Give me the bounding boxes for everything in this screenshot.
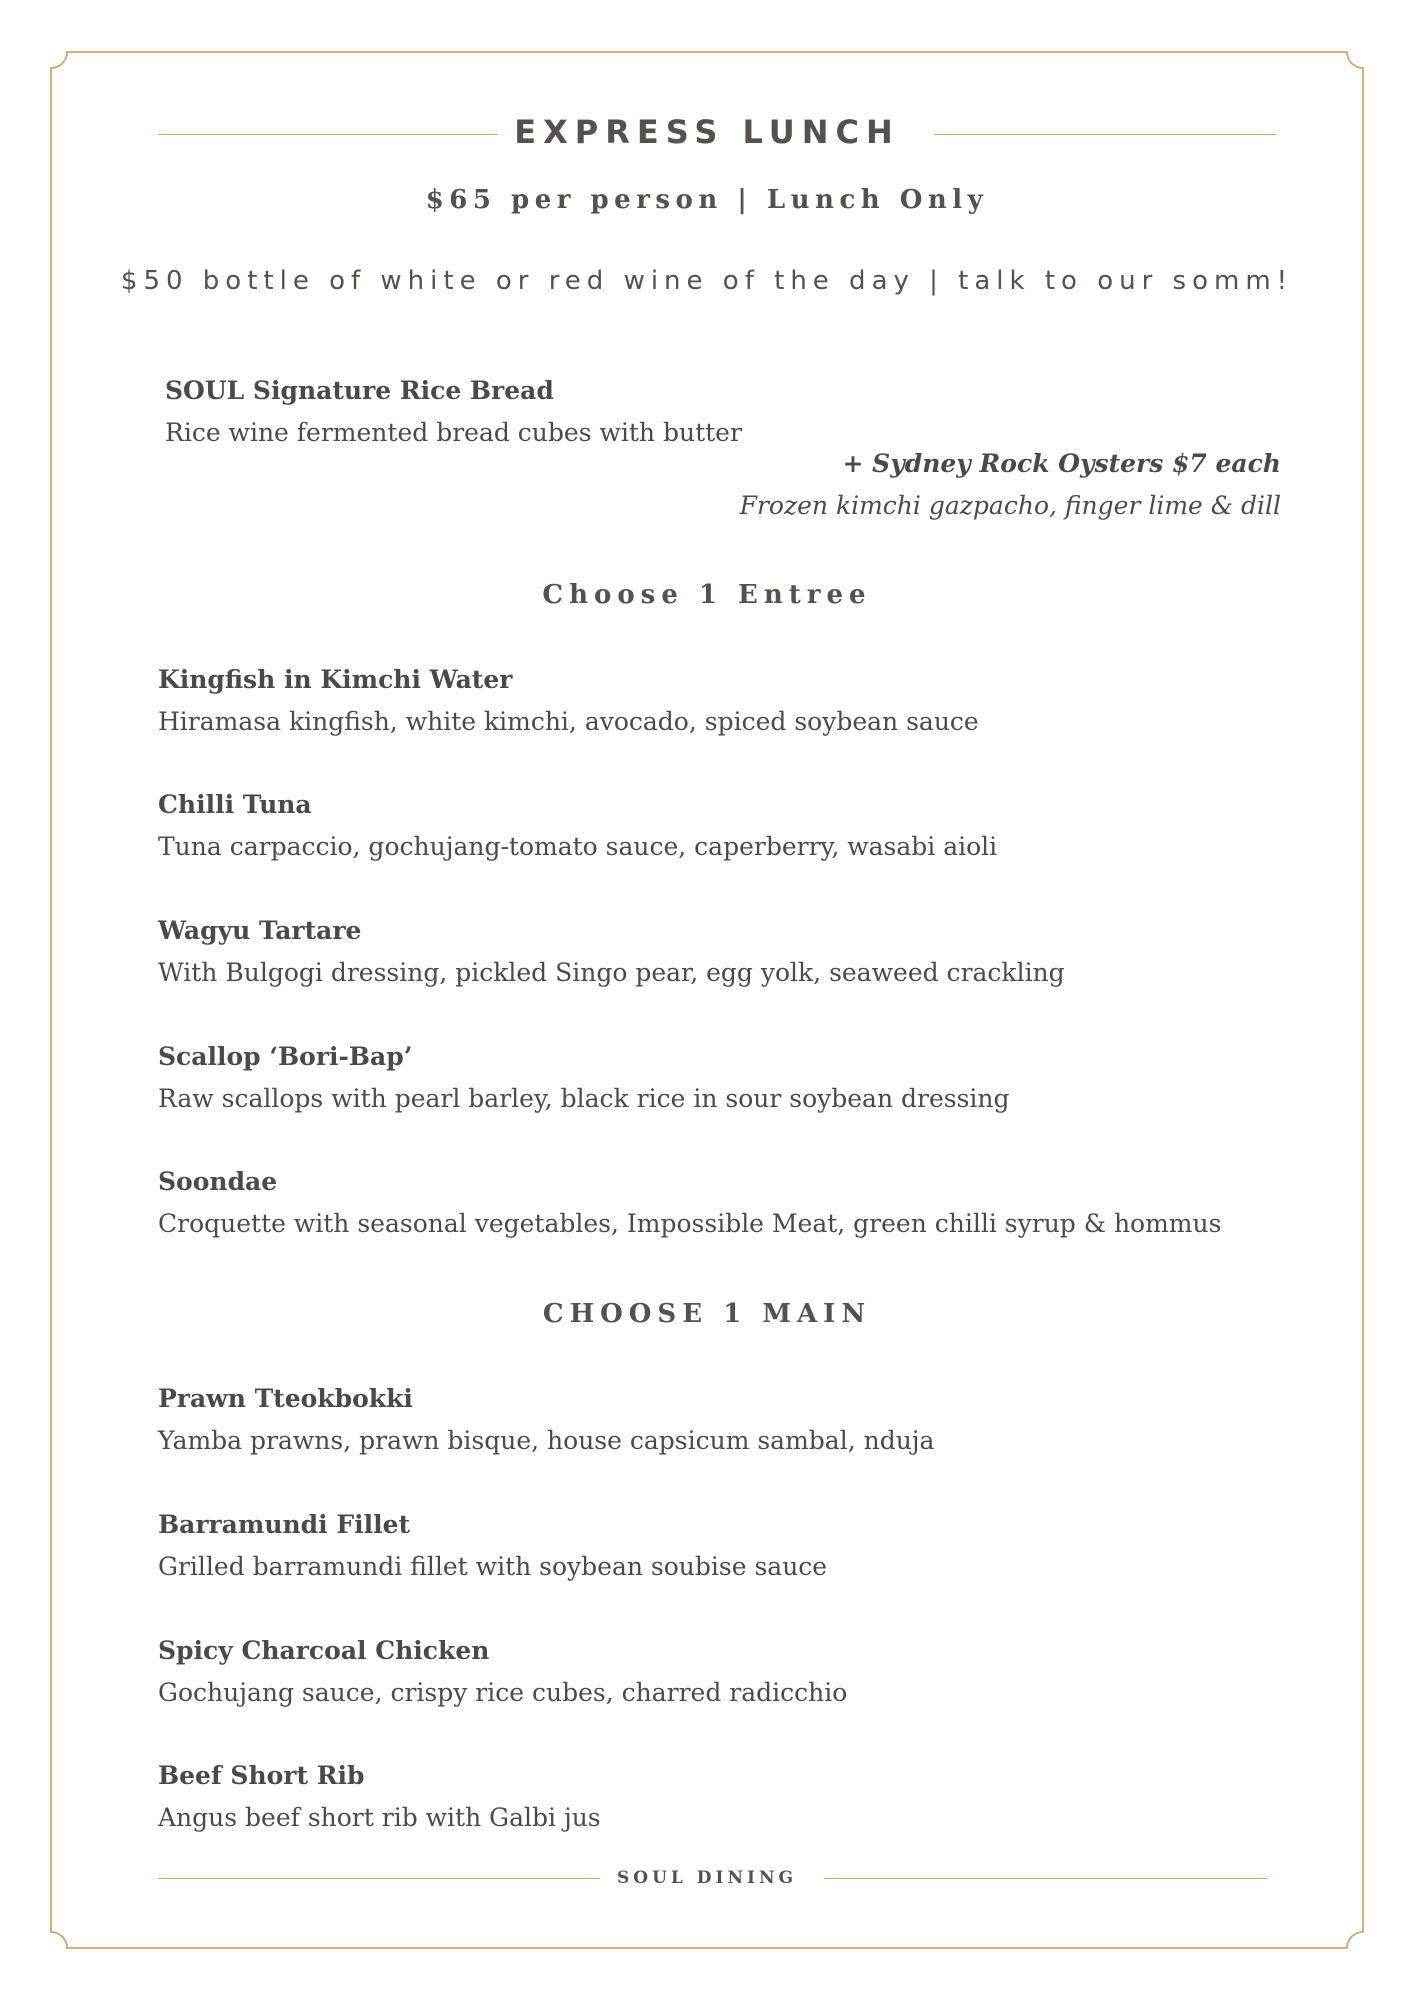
entree-section-heading: Choose 1 Entree <box>542 580 872 610</box>
entree-item-name: Soondae <box>158 1167 278 1196</box>
entree-item-description: Raw scallops with pearl barley, black rice in sour soybean dressing <box>158 1084 1010 1113</box>
entree-item-description: Croquette with seasonal vegetables, Impossible Meat, green chilli syrup & hommus <box>158 1209 1222 1238</box>
main-section-heading: CHOOSE 1 MAIN <box>542 1299 872 1329</box>
main-item-name: Barramundi Fillet <box>158 1510 411 1539</box>
entree-item-name: Wagyu Tartare <box>158 916 362 945</box>
price-line: $65 per person | Lunch Only <box>425 185 989 215</box>
entree-item-name: Kingfish in Kimchi Water <box>158 665 513 694</box>
entree-item-description: With Bulgogi dressing, pickled Singo pear, egg yolk, seaweed crackling <box>158 958 1065 987</box>
wine-offer: $50 bottle of white or red wine of the day | talk to our somm! <box>120 266 1294 296</box>
main-item-name: Prawn Tteokbokki <box>158 1384 413 1413</box>
menu-title: EXPRESS LUNCH <box>514 113 900 151</box>
entree-item-name: Chilli Tuna <box>158 790 312 819</box>
main-item-description: Yamba prawns, prawn bisque, house capsicum sambal, nduja <box>158 1426 935 1455</box>
entree-item-description: Tuna carpaccio, gochujang-tomato sauce, caperberry, wasabi aioli <box>158 832 998 861</box>
main-item-description: Grilled barramundi fillet with soybean soubise sauce <box>158 1552 828 1581</box>
entree-item-name: Scallop ‘Bori-Bap’ <box>158 1042 413 1071</box>
main-item-description: Gochujang sauce, crispy rice cubes, charred radicchio <box>158 1678 848 1707</box>
main-item-name: Beef Short Rib <box>158 1761 365 1790</box>
addon-item-description: Frozen kimchi gazpacho, finger lime & dill <box>739 491 1281 520</box>
footer-brand: SOUL DINING <box>616 1868 798 1888</box>
entree-item-description: Hiramasa kingfish, white kimchi, avocado, spiced soybean sauce <box>158 707 979 736</box>
main-item-description: Angus beef short rib with Galbi jus <box>158 1803 601 1832</box>
signature-item-description: Rice wine fermented bread cubes with butter <box>165 418 742 447</box>
main-item-name: Spicy Charcoal Chicken <box>158 1636 490 1665</box>
addon-item-name: + Sydney Rock Oysters $7 each <box>842 449 1281 478</box>
signature-item-name: SOUL Signature Rice Bread <box>165 376 554 405</box>
